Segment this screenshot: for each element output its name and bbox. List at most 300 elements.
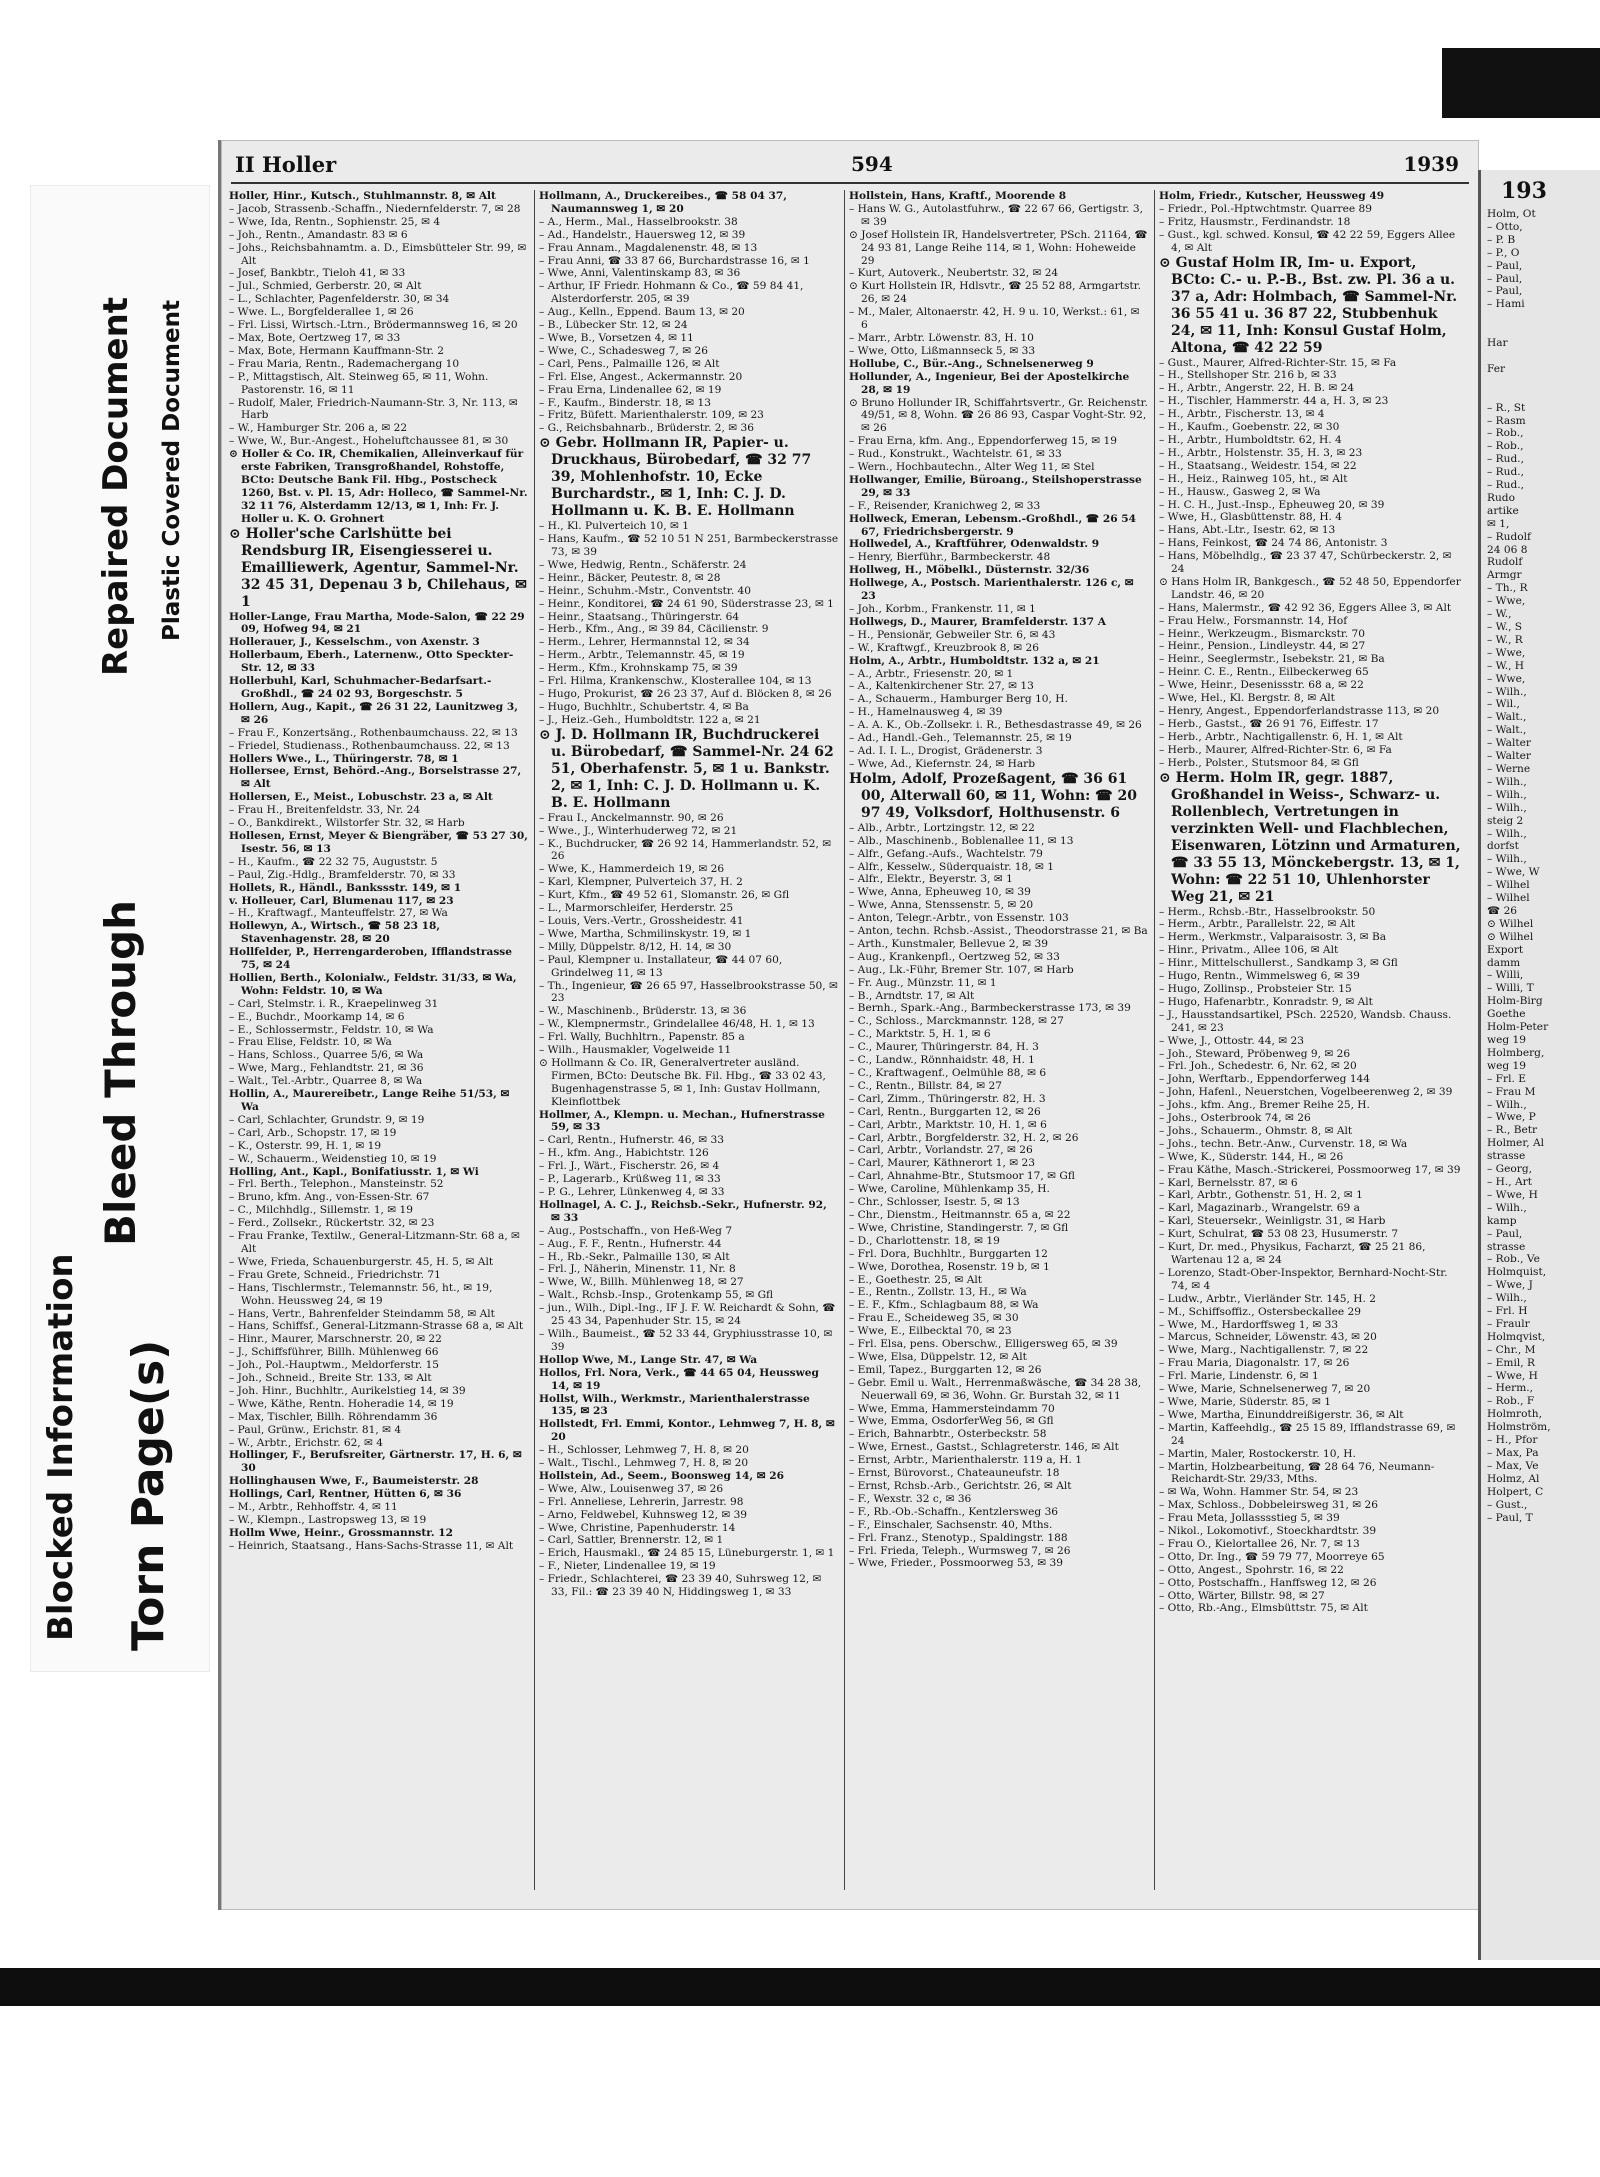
adjacent-page-line: – Wilh., xyxy=(1487,775,1527,788)
directory-entry: – Aug., Krankenpfl., Oertzweg 52, ✉ 33 xyxy=(849,950,1060,963)
adjacent-page-line: – Wwe, H xyxy=(1487,1369,1538,1382)
adjacent-page-line: weg 19 xyxy=(1487,1034,1526,1046)
directory-entry: ⊙ Gebr. Hollmann IR, Papier- u. Druckhaus, Bürobedarf, ☎ 32 77 39, Mohlenhofstr. 10, Ecke Burchardstr., ✉ 1, Inh: C. J. D. Hollmann u. K. B. E. Hollmann xyxy=(539,435,812,520)
directory-entry: – H., Kaufm., ☎ 22 32 75, Auguststr. 5 xyxy=(229,855,438,868)
directory-entry: – Carl, Arbtr., Borgfelderstr. 32, H. 2, ✉ 26 xyxy=(849,1131,1079,1144)
directory-entry: – Frl. Lissi, Wirtsch.-Ltrn., Brödermannsweg 16, ✉ 20 xyxy=(229,319,518,332)
directory-entry: Hollnagel, A. C. J., Reichsb.-Sekr., Hufnerstr. 92, ✉ 33 xyxy=(539,1198,827,1224)
directory-entry: – Josef, Bankbtr., Tieloh 41, ✉ 33 xyxy=(229,267,406,280)
adjacent-page-line: – Wilh., xyxy=(1487,788,1527,801)
directory-entry: – H., Arbtr., Angerstr. 22, H. B. ✉ 24 xyxy=(1159,382,1355,395)
adjacent-page-line: Holmberg, xyxy=(1487,1046,1545,1059)
directory-entry: – Bernh., Spark.-Ang., Barmbeckerstrasse 173, ✉ 39 xyxy=(849,1002,1131,1015)
directory-entry: – Wwe, Ida, Rentn., Sophienstr. 25, ✉ 4 xyxy=(229,215,441,228)
directory-entry: – Marr., Arbtr. Löwenstr. 83, H. 10 xyxy=(849,331,1034,344)
directory-entry: – C., Rentn., Billstr. 84, ✉ 27 xyxy=(849,1079,1002,1092)
adjacent-page-line: – Wwe, P xyxy=(1487,1111,1536,1124)
column-rule xyxy=(844,190,845,1890)
directory-entry: Hollersee, Ernst, Behörd.-Ang., Borselstrasse 27, ✉ Alt xyxy=(229,765,522,791)
directory-entry: – Carl, Pens., Palmaille 126, ✉ Alt xyxy=(539,357,720,370)
directory-entry: – Johs., Osterbrook 74, ✉ 26 xyxy=(1159,1112,1311,1125)
directory-entry: – H., Kl. Pulverteich 10, ✉ 1 xyxy=(539,520,689,533)
adjacent-page-line: – Willi, T xyxy=(1487,982,1534,995)
directory-entry: – Herb., Maurer, Alfred-Richter-Str. 6, ✉ Fa xyxy=(1159,743,1392,756)
directory-page xyxy=(218,140,1479,1910)
adjacent-page-line: artike xyxy=(1487,504,1519,517)
directory-entry: – Herm., Arbtr., Parallelstr. 22, ✉ Alt xyxy=(1159,918,1356,931)
adjacent-page-line: – Emil, R xyxy=(1487,1356,1535,1369)
directory-entry: – Hugo, Zollinsp., Probsteier Str. 15 xyxy=(1159,982,1352,995)
adjacent-page-line: – Walter xyxy=(1487,750,1531,763)
directory-entry: – Frau Maria, Rentn., Rademachergang 10 xyxy=(229,357,460,370)
adjacent-page-line: steig 2 xyxy=(1487,814,1524,827)
directory-entry: – Carl, Rentn., Hufnerstr. 46, ✉ 33 xyxy=(539,1134,724,1147)
directory-entry: Hollwege, A., Postsch. Marienthalerstr. 126 c, ✉ 23 xyxy=(849,577,1134,603)
directory-entry: – M., Arbtr., Rehhoffstr. 4, ✉ 11 xyxy=(229,1501,398,1514)
adjacent-page-line: – Gust., xyxy=(1487,1498,1528,1511)
directory-entry: – Frl. Berth., Telephon., Mansteinstr. 52 xyxy=(229,1178,444,1191)
adjacent-page-line: Fer xyxy=(1487,362,1506,375)
adjacent-page-line: – Wilhel xyxy=(1487,892,1530,905)
directory-entry: – Anton, techn. Rchsb.-Assist., Theodorstrasse 21, ✉ Ba xyxy=(849,925,1148,938)
directory-entry: – H., Rb.-Sekr., Palmaille 130, ✉ Alt xyxy=(539,1250,730,1263)
adjacent-page-line: – W., xyxy=(1487,608,1512,621)
directory-entry: – Johs., Schauerm., Ohmstr. 8, ✉ Alt xyxy=(1159,1124,1353,1137)
directory-entry: – Wwe, Elsa, Düppelstr. 12, ✉ Alt xyxy=(849,1350,1027,1363)
directory-entry: – Herm., Lehrer, Hermannstal 12, ✉ 34 xyxy=(539,636,750,649)
directory-columns xyxy=(229,190,1469,1890)
directory-entry: – Max, Schloss., Dobbeleirsweg 31, ✉ 26 xyxy=(1159,1499,1378,1512)
directory-entry: Hollerbuhl, Karl, Schuhmacher-Bedarfsart.-Großhdl., ☎ 24 02 93, Borgeschstr. 5 xyxy=(229,675,492,700)
adjacent-page-line: – Wwe, xyxy=(1487,595,1526,608)
directory-entry: Hollweg, H., Möbelkl., Düsternstr. 32/36 xyxy=(849,564,1090,577)
directory-entry: – C., Kraftwagenf., Oelmühle 88, ✉ 6 xyxy=(849,1067,1047,1079)
directory-entry: – Hans, Abt.-Ltr., Isestr. 62, ✉ 13 xyxy=(1159,524,1336,537)
directory-entry: – Milly, Düppelstr. 8/12, H. 14, ✉ 30 xyxy=(539,940,732,953)
page-section: Holler xyxy=(261,152,337,177)
adjacent-page-line: ⊙ Wilhel xyxy=(1487,917,1534,930)
directory-entry: – Hinr., Privatm., Allee 106, ✉ Alt xyxy=(1159,944,1339,957)
directory-entry: – Wwe. L., Borgfelderallee 1, ✉ 26 xyxy=(229,306,414,319)
directory-entry: – O., Bankdirekt., Wilstorfer Str. 32, ✉ Harb xyxy=(229,817,465,830)
adjacent-page-line: – Paul, xyxy=(1487,259,1523,272)
directory-entry: – Walt., Rchsb.-Insp., Grotenkamp 55, ✉ Gfl xyxy=(539,1289,774,1302)
directory-entry: – Wwe, Ad., Kiefernstr. 24, ✉ Harb xyxy=(849,757,1035,770)
directory-entry: – W., Schauerm., Weidenstieg 10, ✉ 19 xyxy=(229,1152,437,1165)
adjacent-page-line: – Rud., xyxy=(1487,479,1524,492)
adjacent-page-line: – P. B xyxy=(1487,233,1516,246)
adjacent-page-line: Holm-Peter xyxy=(1487,1021,1549,1034)
directory-entry: – E., Rentn., Zollstr. 13, H., ✉ Wa xyxy=(849,1286,1027,1299)
directory-entry: – Alfr., Elektr., Beyerstr. 3, ✉ 1 xyxy=(849,873,1013,886)
adjacent-page-line: – Max, Pa xyxy=(1487,1447,1539,1459)
adjacent-page-line: – Paul, xyxy=(1487,285,1523,298)
directory-entry: – Herb., Polster., Stutsmoor 84, ✉ Gfl xyxy=(1159,756,1359,769)
directory-entry: – Kurt, Autoverk., Neubertstr. 32, ✉ 24 xyxy=(849,267,1059,280)
directory-entry: – Frau Erna, Lindenallee 62, ✉ 19 xyxy=(539,383,722,396)
directory-entry: ⊙ J. D. Hollmann IR, Buchdruckerei u. Bürobedarf, ☎ Sammel-Nr. 24 62 51, Oberhafenstr. 5, ✉ 1 u. Bankstr. 2, ✉ 1, Inh: C. J. D. Hollmann u. K. B. E. Hollmann xyxy=(539,726,834,811)
directory-entry: Hollm Wwe, Heinr., Grossmannstr. 12 xyxy=(229,1526,453,1539)
adjacent-page-line: – Rud., xyxy=(1487,466,1524,479)
directory-entry: Hollinghausen Wwe, F., Baumeisterstr. 28 xyxy=(229,1475,479,1488)
directory-entry: – C., Landw., Rönnhaidstr. 48, H. 1 xyxy=(849,1054,1035,1067)
adjacent-page-line: 24 06 8 xyxy=(1487,543,1528,556)
directory-entry: – Martin, Maler, Rostockerstr. 10, H. xyxy=(1159,1447,1356,1460)
directory-entry: – P., Lagerarb., Krüßweg 11, ✉ 33 xyxy=(539,1173,721,1186)
adjacent-page-line: – Wilh., xyxy=(1487,1292,1527,1305)
adjacent-page-line: – Walt., xyxy=(1487,724,1527,737)
directory-entry: – Friedel, Studienass., Rothenbaumchauss. 22, ✉ 13 xyxy=(229,739,510,752)
directory-entry: – H., Arbtr., Holstenstr. 35, H. 3, ✉ 23 xyxy=(1159,446,1363,459)
directory-entry: – Herb., Gastst., ☎ 26 91 76, Eiffestr. 17 xyxy=(1159,717,1379,730)
directory-entry: ⊙ Gustaf Holm IR, Im- u. Export, BCto: C.- u. P.-B., Bst. zw. Pl. 36 a u. 37 a, Adr: Holmbach, ☎ Sammel-Nr. 36 55 41 u. 36 87 22, Stubbenhuk 24, ✉ 11, Inh: Konsul Gustaf Holm, Altona, ☎ 42 22 59 xyxy=(1159,254,1458,356)
directory-entry: – Wwe, Martha, Einunddreißigerstr. 36, ✉ Alt xyxy=(1159,1408,1404,1421)
directory-entry: Hollfelder, P., Herrengarderoben, Ifflandstrasse 75, ✉ 24 xyxy=(229,946,513,972)
directory-entry: – Wwe, Anni, Valentinskamp 83, ✉ 36 xyxy=(539,267,741,280)
directory-entry: – Aug., Kelln., Eppend. Baum 13, ✉ 20 xyxy=(539,306,745,319)
directory-entry: – Frl. Dora, Buchhltr., Burggarten 12 xyxy=(849,1247,1048,1260)
label-blocked-information: Blocked Information xyxy=(41,1253,81,1641)
adjacent-page-line: – Wwe, H xyxy=(1487,1188,1538,1201)
label-bleed-through: Bleed Through xyxy=(96,899,145,1246)
adjacent-page-line: Holmroth, xyxy=(1487,1408,1542,1421)
directory-entry: – Heinr., Pension., Lindleystr. 44, ✉ 27 xyxy=(1159,640,1366,653)
directory-entry: – Wwe, Frieda, Schauenburgerstr. 45, H. 5, ✉ Alt xyxy=(229,1255,494,1268)
directory-entry: – Frau Erna, kfm. Ang., Eppendorferweg 15, ✉ 19 xyxy=(849,435,1118,448)
directory-entry: – Fr. Aug., Münzstr. 11, ✉ 1 xyxy=(849,976,997,989)
adjacent-page-line: strasse xyxy=(1487,1150,1526,1163)
adjacent-page-line: – W., H xyxy=(1487,659,1525,672)
adjacent-page-line: – Wilh., xyxy=(1487,853,1527,866)
directory-entry: – Wwe, Marg., Nachtigallenstr. 7, ✉ 22 xyxy=(1159,1344,1369,1357)
directory-entry: – Joh., Pol.-Hauptwm., Meldorferstr. 15 xyxy=(229,1359,440,1372)
adjacent-page-line: Holmquist, xyxy=(1487,1266,1547,1279)
directory-entry: – Karl, Magazinarb., Wrangelstr. 69 a xyxy=(1159,1202,1360,1215)
directory-entry: – Joh., Korbm., Frankenstr. 11, ✉ 1 xyxy=(849,603,1036,615)
directory-entry: Holler, Hinr., Kutsch., Stuhlmannstr. 8, ✉ Alt xyxy=(229,190,496,202)
directory-entry: – Frau Grete, Schneid., Friedrichstr. 71 xyxy=(229,1268,441,1281)
directory-entry: – Frau H., Breitenfeldstr. 33, Nr. 24 xyxy=(229,804,421,817)
adjacent-page-line: Holm, Ot xyxy=(1487,208,1536,220)
directory-entry: – John, Werftarb., Eppendorferweg 144 xyxy=(1159,1073,1371,1086)
adjacent-page-line: – Rud., xyxy=(1487,453,1524,466)
directory-entry: – Walt., Tel.-Arbtr., Quarree 8, ✉ Wa xyxy=(229,1075,423,1088)
directory-entry: Holler-Lange, Frau Martha, Mode-Salon, ☎ 22 29 09, Hofweg 94, ✉ 21 xyxy=(229,610,525,636)
directory-entry: – Frau F., Konzertsäng., Rothenbaumchauss. 22, ✉ 13 xyxy=(229,726,518,739)
adjacent-page-year: 193 xyxy=(1501,178,1547,204)
adjacent-page-line: – Frl. E xyxy=(1487,1072,1526,1085)
directory-entry: – J., Heiz.-Geh., Humboldtstr. 122 a, ✉ 21 xyxy=(539,713,761,726)
directory-entry: – Otto, Dr. Ing., ☎ 59 79 77, Moorreye 65 xyxy=(1159,1550,1385,1563)
directory-entry: – Nikol., Lokomotivf., Stoeckhardtstr. 39 xyxy=(1159,1525,1377,1538)
adjacent-page-line: – Rob., xyxy=(1487,440,1524,453)
directory-entry: – Wwe, Marie, Schnelsenerweg 7, ✉ 20 xyxy=(1159,1383,1371,1396)
adjacent-page-line xyxy=(1481,376,1600,389)
directory-entry: – H., Hausw., Gasweg 2, ✉ Wa xyxy=(1159,485,1321,498)
directory-entry: – Wwe, Emma, Hammersteindamm 70 xyxy=(849,1402,1055,1415)
directory-entry: – Wilh., Hausmakler, Vogelweide 11 xyxy=(539,1044,732,1057)
adjacent-page-line: Har xyxy=(1487,337,1508,350)
directory-entry: – Paul, Grünw., Erichstr. 81, ✉ 4 xyxy=(229,1423,402,1436)
adjacent-page-line: ⊙ Wilhel xyxy=(1487,930,1534,943)
directory-entry: – Arno, Feldwebel, Kuhnsweg 12, ✉ 39 xyxy=(539,1508,748,1521)
adjacent-page-line: – Paul, xyxy=(1487,272,1523,285)
directory-entry: – H., Schlosser, Lehmweg 7, H. 8, ✉ 20 xyxy=(539,1444,749,1457)
directory-entry: – Frau Anni, ☎ 33 87 66, Burchardstrasse 16, ✉ 1 xyxy=(539,254,810,267)
directory-entry: – Hans, Malermstr., ☎ 42 92 36, Eggers Allee 3, ✉ Alt xyxy=(1159,601,1452,614)
directory-entry: – F., Reisender, Kranichweg 2, ✉ 33 xyxy=(849,499,1041,512)
adjacent-page-line: Armgr xyxy=(1487,569,1522,582)
directory-entry: – Friedr., Schlachterei, ☎ 23 39 40, Suhrsweg 12, ✉ 33, Fil.: ☎ 23 39 40 N, Hiddingsweg 1, ✉ 33 xyxy=(539,1573,822,1599)
adjacent-page-line: – Wwe, xyxy=(1487,646,1526,659)
directory-entry: – Paul, Klempner u. Installateur, ☎ 44 07 60, Grindelweg 11, ✉ 13 xyxy=(539,953,783,979)
directory-entry: – Heinr., Werkzeugm., Bismarckstr. 70 xyxy=(1159,627,1365,640)
directory-entry: – Max, Tischler, Billh. Röhrendamm 36 xyxy=(229,1410,438,1423)
directory-entry: – L., Marmorschleifer, Herderstr. 25 xyxy=(539,902,734,915)
directory-entry: – P. G., Lehrer, Lünkenweg 4, ✉ 33 xyxy=(539,1186,725,1198)
directory-entry: – Hans, Vertr., Bahrenfelder Steindamm 58, ✉ Alt xyxy=(229,1307,495,1320)
directory-entry: – J., Hausstandsartikel, PSch. 22520, Wandsb. Chauss. 241, ✉ 23 xyxy=(1159,1008,1452,1034)
directory-entry: – Frau Meta, Jollasssstieg 5, ✉ 39 xyxy=(1159,1512,1340,1525)
directory-entry: – Otto, Wärter, Billstr. 98, ✉ 27 xyxy=(1159,1589,1325,1602)
adjacent-page-line: – Chr., M xyxy=(1487,1343,1536,1356)
directory-entry: Hollwanger, Emilie, Büroang., Steilshoperstrasse 29, ✉ 33 xyxy=(849,473,1142,499)
directory-entry: – Ad. I. I. L., Drogist, Grädenerstr. 3 xyxy=(849,744,1043,757)
adjacent-page-line: – Willi, xyxy=(1487,969,1524,982)
directory-entry: – C., Milchhdlg., Sillemstr. 1, ✉ 19 xyxy=(229,1204,414,1217)
directory-entry: – Wwe, B., Vorsetzen 4, ✉ 11 xyxy=(539,331,694,344)
directory-entry: – Wwe, Caroline, Mühlenkamp 35, H. xyxy=(849,1183,1050,1196)
directory-entry: – Frl. Frieda, Teleph., Wurmsweg 7, ✉ 26 xyxy=(849,1544,1071,1557)
directory-entry: – Otto, Angest., Spohrstr. 16, ✉ 22 xyxy=(1159,1563,1344,1576)
adjacent-page-line: – Wil., xyxy=(1487,698,1520,711)
directory-entry: – H., Hamelnausweg 4, ✉ 39 xyxy=(849,706,1003,719)
directory-entry: – A., Schauerm., Hamburger Berg 10, H. xyxy=(849,693,1068,706)
adjacent-page-line: – Frl. H xyxy=(1487,1305,1528,1318)
directory-entry: – Frl. J., Näherin, Minenstr. 11, Nr. 8 xyxy=(539,1263,736,1276)
directory-entry: – Wwe, Hedwig, Rentn., Schäferstr. 24 xyxy=(539,558,747,571)
directory-entry: – Alfr., Kesselw., Süderquaistr. 18, ✉ 1 xyxy=(849,860,1054,873)
adjacent-page-line: – Max, Ve xyxy=(1487,1459,1539,1472)
directory-entry: – Herm., Kfm., Krohnskamp 75, ✉ 39 xyxy=(539,662,738,675)
adjacent-page-line: – Th., R xyxy=(1487,582,1528,595)
directory-entry: – Gust., Maurer, Alfred-Richter-Str. 15, ✉ Fa xyxy=(1159,356,1397,369)
directory-entry: – Hans, Feinkost, ☎ 24 74 86, Antonistr. 3 xyxy=(1159,537,1388,550)
directory-entry: – Wwe, Dorothea, Rosenstr. 19 b, ✉ 1 xyxy=(849,1260,1050,1273)
adjacent-page-line: – Frau M xyxy=(1487,1085,1536,1098)
directory-entry: – Wwe, E., Eilbecktal 70, ✉ 23 xyxy=(849,1325,1012,1338)
directory-entry: – A., Arbtr., Friesenstr. 20, ✉ 1 xyxy=(849,667,1014,680)
directory-entry: – Martin, Holzbearbeitung, ☎ 28 64 76, Neumann-Reichardt-Str. 29/33, Mths. xyxy=(1159,1460,1435,1486)
directory-entry: – D., Charlottenstr. 18, ✉ 19 xyxy=(849,1234,1000,1247)
directory-entry: – Aug., Postschaffn., von Heß-Weg 7 xyxy=(539,1224,733,1237)
adjacent-page-line: – Wwe, W xyxy=(1487,866,1540,879)
directory-entry: – Frl. Wally, Buchhltrn., Papenstr. 85 a xyxy=(539,1031,745,1044)
directory-entry: – Frau Maria, Diagonalstr. 17, ✉ 26 xyxy=(1159,1357,1350,1370)
directory-entry: Hollube, C., Bür.-Ang., Schnelsenerweg 9 xyxy=(849,357,1094,370)
directory-entry: – Chr., Dienstm., Heitmannstr. 65 a, ✉ 22 xyxy=(849,1208,1071,1221)
adjacent-page-line: – Fraulr xyxy=(1487,1317,1530,1330)
directory-entry: – P., Mittagstisch, Alt. Steinweg 65, ✉ 11, Wohn. Pastorenstr. 16, ✉ 11 xyxy=(229,370,489,396)
directory-entry: – E., Goethestr. 25, ✉ Alt xyxy=(849,1273,983,1286)
directory-entry: Hollwegs, D., Maurer, Bramfelderstr. 137 A xyxy=(849,615,1106,628)
page-header-left xyxy=(235,152,336,177)
adjacent-page-line: dorfst xyxy=(1487,840,1519,853)
directory-entry: – Wwe, Hel., Kl. Bergstr. 8, ✉ Alt xyxy=(1159,692,1335,705)
directory-entry: – B., Arndtstr. 17, ✉ Alt xyxy=(849,989,975,1002)
directory-entry: – Friedr., Pol.-Hptwchtmstr. Quarree 89 xyxy=(1159,202,1373,215)
directory-entry: – Wwe, Otto, Lißmannseck 5, ✉ 33 xyxy=(849,344,1036,357)
adjacent-page-line: strasse xyxy=(1487,1240,1526,1253)
directory-entry: – W., Maschinenb., Brüderstr. 13, ✉ 36 xyxy=(539,1005,747,1018)
directory-entry: Hollunder, A., Ingenieur, Bei der Apostelkirche 28, ✉ 19 xyxy=(849,370,1130,396)
directory-entry: – Th., Ingenieur, ☎ 26 65 97, Hasselbrookstrasse 50, ✉ 23 xyxy=(539,979,838,1005)
directory-entry: – M., Schiffsoffiz., Ostersbeckallee 29 xyxy=(1159,1305,1361,1318)
directory-entry: – Wwe, Anna, Stenssenstr. 5, ✉ 20 xyxy=(849,899,1034,912)
directory-entry: – Ad., Handl.-Geh., Telemannstr. 25, ✉ 19 xyxy=(849,732,1072,745)
directory-entry: – Ferd., Zollsekr., Rückertstr. 32, ✉ 23 xyxy=(229,1217,435,1230)
directory-entry: – Henry, Bierführ., Barmbeckerstr. 48 xyxy=(849,551,1051,564)
directory-entry: – Hans, Möbelhdlg., ☎ 23 37 47, Schürbeckerstr. 2, ✉ 24 xyxy=(1159,550,1452,576)
scan-dark-band xyxy=(0,1968,1600,2006)
adjacent-page-line: – Paul, xyxy=(1487,1227,1523,1240)
directory-entry: – Ad., Handelstr., Hauersweg 12, ✉ 39 xyxy=(539,228,746,241)
directory-entry: – Carl, Stelmstr. i. R., Kraepelinweg 31 xyxy=(229,997,439,1010)
directory-entry: – C., Marktstr. 5, H. 1, ✉ 6 xyxy=(849,1028,991,1041)
directory-entry: – W., Arbtr., Erichstr. 62, ✉ 4 xyxy=(229,1436,384,1449)
directory-entry: – Hugo, Prokurist, ☎ 26 23 37, Auf d. Blöcken 8, ✉ 26 xyxy=(539,688,832,700)
directory-entry: – Wwe, Emma, OsdorferWeg 56, ✉ Gfl xyxy=(849,1415,1054,1428)
directory-entry: – Carl, Schlachter, Grundstr. 9, ✉ 19 xyxy=(229,1113,425,1126)
adjacent-page-line: Rudo xyxy=(1487,491,1515,504)
directory-entry: Hollwedel, A., Kraftführer, Odenwaldstr. 9 xyxy=(849,538,1100,551)
directory-entry: – Hugo, Hafenarbtr., Konradstr. 9, ✉ Alt xyxy=(1159,995,1373,1008)
directory-entry: – B., Lübecker Str. 12, ✉ 24 xyxy=(539,319,688,332)
adjacent-page-line: – R., St xyxy=(1487,401,1526,414)
directory-entry: – Carl, Rentn., Burggarten 12, ✉ 26 xyxy=(849,1105,1041,1118)
directory-entry: – Heinr., Staatsang., Thüringerstr. 64 xyxy=(539,610,740,623)
directory-entry: – Marcus, Schneider, Löwenstr. 43, ✉ 20 xyxy=(1159,1331,1377,1344)
adjacent-page-line xyxy=(1481,311,1600,324)
directory-entry: – Hinr., Mittelschullerst., Sandkamp 3, ✉ Gfl xyxy=(1159,957,1398,970)
scan-black-corner xyxy=(1442,48,1600,118)
adjacent-page-line: Rudolf xyxy=(1487,556,1523,569)
directory-entry: ⊙ Herm. Holm IR, gegr. 1887, Großhandel in Weiss-, Schwarz- u. Rollenblech, Vertretungen in verzinkten Well- und Flachblechen, Eisenwaren, Lötzinn und Armaturen, ☎ 33 55 13, Mönckebergstr. 13, ✉ 1, Wohn: ☎ 22 51 10, Uhlenhorster Weg 21, ✉ 21 xyxy=(1159,769,1461,905)
directory-entry: – Emil, Tapez., Burggarten 12, ✉ 26 xyxy=(849,1363,1042,1376)
label-plastic-covered: Plastic Covered Document xyxy=(159,300,185,641)
directory-entry: Hollets, R., Händl., Bankssstr. 149, ✉ 1 xyxy=(229,881,462,894)
column-rule xyxy=(1154,190,1155,1890)
directory-entry: – Arthur, IF Friedr. Hohmann & Co., ☎ 59 84 41, Alsterdorferstr. 205, ✉ 39 xyxy=(539,280,804,306)
directory-entry: – Wilh., Baumeist., ☎ 52 33 44, Gryphiusstrasse 10, ✉ 39 xyxy=(539,1327,833,1353)
directory-entry: – Carl, Arb., Schopstr. 17, ✉ 19 xyxy=(229,1126,397,1139)
directory-entry: – L., Schlachter, Pagenfelderstr. 30, ✉ 34 xyxy=(229,293,450,306)
directory-entry: Hollesen, Ernst, Meyer & Biengräber, ☎ 53 27 30, Isestr. 56, ✉ 13 xyxy=(229,829,528,855)
directory-entry: – Wwe, Alw., Louisenweg 37, ✉ 26 xyxy=(539,1482,724,1495)
adjacent-page-line: – Otto, xyxy=(1487,220,1523,233)
directory-entry: ⊙ Bruno Hollunder IR, Schiffahrtsvertr., Gr. Reichenstr. 49/51, ✉ 8, Wohn. ☎ 26 86 93, Caspar Voght-Str. 92, ✉ 26 xyxy=(849,396,1148,435)
adjacent-page-line: – Wilh., xyxy=(1487,1098,1527,1111)
directory-entry: – C., Maurer, Thüringerstr. 84, H. 3 xyxy=(849,1041,1039,1054)
directory-entry: – W., Klempnermstr., Grindelallee 46/48, H. 1, ✉ 13 xyxy=(539,1018,815,1031)
directory-entry: – M., Maler, Altonaerstr. 42, H. 9 u. 10, Werkst.: 61, ✉ 6 xyxy=(849,306,1140,332)
adjacent-page-line: – Rob., F xyxy=(1487,1395,1535,1408)
adjacent-page-line: – R., Betr xyxy=(1487,1124,1538,1137)
directory-entry: – Ludw., Arbtr., Vierländer Str. 145, H. 2 xyxy=(1159,1292,1376,1305)
directory-entry: – Otto, Postschaffn., Hanffsweg 12, ✉ 26 xyxy=(1159,1576,1377,1589)
adjacent-page-line: – Herm., xyxy=(1487,1382,1534,1395)
top-margin xyxy=(0,0,1600,50)
adjacent-page-line: – P., O xyxy=(1487,246,1520,259)
directory-entry: – Gust., kgl. schwed. Konsul, ☎ 42 22 59, Eggers Allee 4, ✉ Alt xyxy=(1159,228,1456,254)
directory-entry: – H., kfm. Ang., Habichtstr. 126 xyxy=(539,1147,709,1160)
directory-entry: – Frau O., Kielortallee 26, Nr. 7, ✉ 13 xyxy=(1159,1537,1360,1550)
directory-entry: – Wern., Hochbautechn., Alter Weg 11, ✉ Stel xyxy=(849,461,1095,474)
adjacent-page-line: Holmer, Al xyxy=(1487,1137,1544,1150)
directory-entry: – Carl, Maurer, Käthnerort 1, ✉ 23 xyxy=(849,1157,1035,1170)
directory-entry: – Frl. Anneliese, Lehrerin, Jarrestr. 98 xyxy=(539,1495,744,1508)
directory-entry: – Chr., Schlosser, Isestr. 5, ✉ 13 xyxy=(849,1196,1020,1209)
directory-entry: – Wwe, H., Glasbüttenstr. 88, H. 4 xyxy=(1159,511,1343,524)
directory-entry: – Wwe, K., Süderstr. 144, H., ✉ 26 xyxy=(1159,1150,1344,1163)
directory-entry: – K., Buchdrucker, ☎ 26 92 14, Hammerlandstr. 52, ✉ 26 xyxy=(539,837,832,863)
adjacent-page-line: Holpert, C xyxy=(1487,1485,1544,1498)
directory-entry: – Heinrich, Staatsang., Hans-Sachs-Strasse 11, ✉ Alt xyxy=(229,1539,514,1552)
directory-entry: – Rudolf, Maler, Friedrich-Naumann-Str. 3, Nr. 113, ✉ Harb xyxy=(229,396,518,422)
directory-entry: – Johs., Reichsbahnamtm. a. D., Eimsbütteler Str. 99, ✉ Alt xyxy=(229,241,527,267)
directory-entry: ⊙ Hans Holm IR, Bankgesch., ☎ 52 48 50, Eppendorfer Landstr. 46, ✉ 20 xyxy=(1159,575,1461,601)
directory-entry: Hollstein, Ad., Seem., Boonsweg 14, ✉ 26 xyxy=(539,1469,785,1482)
directory-entry: – Wwe, J., Ottostr. 44, ✉ 23 xyxy=(1159,1034,1304,1047)
directory-entry: – Wwe, C., Schadesweg 7, ✉ 26 xyxy=(539,344,708,357)
directory-entry: – Frl. Franz., Stenotyp., Spaldingstr. 188 xyxy=(849,1531,1068,1544)
directory-entry: – Kurt, Kfm., ☎ 49 52 61, Slomanstr. 26, ✉ Gfl xyxy=(539,889,790,902)
directory-entry: – Fritz, Hausmstr., Ferdinandstr. 18 xyxy=(1159,215,1351,228)
directory-entry: – H., Staatsang., Weidestr. 154, ✉ 22 xyxy=(1159,459,1357,472)
directory-entry: – Frau Annam., Magdalenenstr. 48, ✉ 13 xyxy=(539,241,758,254)
directory-entry: – Heinr., Konditorei, ☎ 24 61 90, Süderstrasse 23, ✉ 1 xyxy=(539,597,834,610)
adjacent-page-line: – Walt., xyxy=(1487,711,1527,724)
directory-entry: Hollings, Carl, Rentner, Hütten 6, ✉ 36 xyxy=(229,1488,462,1501)
directory-entry: – Hans, Schiffsf., General-Litzmann-Strasse 68 a, ✉ Alt xyxy=(229,1320,524,1333)
directory-entry: Hollin, A., Maurereibetr., Lange Reihe 51/53, ✉ Wa xyxy=(229,1088,510,1113)
directory-entry: – H., Kraftwagf., Manteuffelstr. 27, ✉ Wa xyxy=(229,907,448,920)
adjacent-page-line: weg 19 xyxy=(1487,1059,1526,1072)
adjacent-page-line xyxy=(1481,324,1600,337)
directory-entry: – Frl. Joh., Schedestr. 6, Nr. 62, ✉ 20 xyxy=(1159,1060,1357,1073)
directory-entry: – Jul., Schmied, Gerberstr. 20, ✉ Alt xyxy=(229,280,422,293)
directory-entry: Holling, Ant., Kapl., Bonifatiusstr. 1, ✉ Wi xyxy=(229,1165,479,1178)
directory-entry: – E., Schlossermstr., Feldstr. 10, ✉ Wa xyxy=(229,1023,434,1036)
adjacent-page-line: – Georg, xyxy=(1487,1163,1532,1176)
adjacent-page-line: – Rob., Ve xyxy=(1487,1253,1540,1266)
directory-entry: – Kurt, Dr. med., Physikus, Facharzt, ☎ 25 21 86, Wartenau 12 a, ✉ 24 xyxy=(1159,1241,1426,1266)
adjacent-page-line: damm xyxy=(1487,956,1521,969)
directory-entry: – F., Wexstr. 32 c, ✉ 36 xyxy=(849,1492,972,1505)
directory-entry: Hollst, Wilh., Werkmstr., Marienthalerstrasse 135, ✉ 23 xyxy=(539,1392,810,1418)
directory-entry: v. Holleuer, Carl, Blumenau 117, ✉ 23 xyxy=(229,894,454,907)
directory-entry: Holm, Adolf, Prozeßagent, ☎ 36 61 00, Alterwall 60, ✉ 11, Wohn: ☎ 20 97 49, Volksdorf, Holthusenstr. 6 xyxy=(849,770,1137,821)
directory-entry: – H., Tischler, Hammerstr. 44 a, H. 3, ✉ 23 xyxy=(1159,395,1389,408)
directory-entry: – Fritz, Büfett. Marienthalerstr. 109, ✉ 23 xyxy=(539,409,764,422)
directory-entry: – Frau Franke, Textilw., General-Litzmann-Str. 68 a, ✉ Alt xyxy=(229,1230,520,1255)
adjacent-page-line: – W., S xyxy=(1487,621,1523,633)
directory-entry: – Heinr., Bäcker, Peutestr. 8, ✉ 28 xyxy=(539,571,721,584)
adjacent-page-line: – Wwe, xyxy=(1487,672,1526,685)
directory-entry: – Kurt, Schulrat, ☎ 53 08 23, Husumerstr. 7 xyxy=(1159,1228,1399,1241)
directory-entry: – Frl. Else, Angest., Ackermannstr. 20 xyxy=(539,370,743,383)
directory-entry: – Carl, Ahnahme-Btr., Stutsmoor 17, ✉ Gfl xyxy=(849,1170,1075,1183)
